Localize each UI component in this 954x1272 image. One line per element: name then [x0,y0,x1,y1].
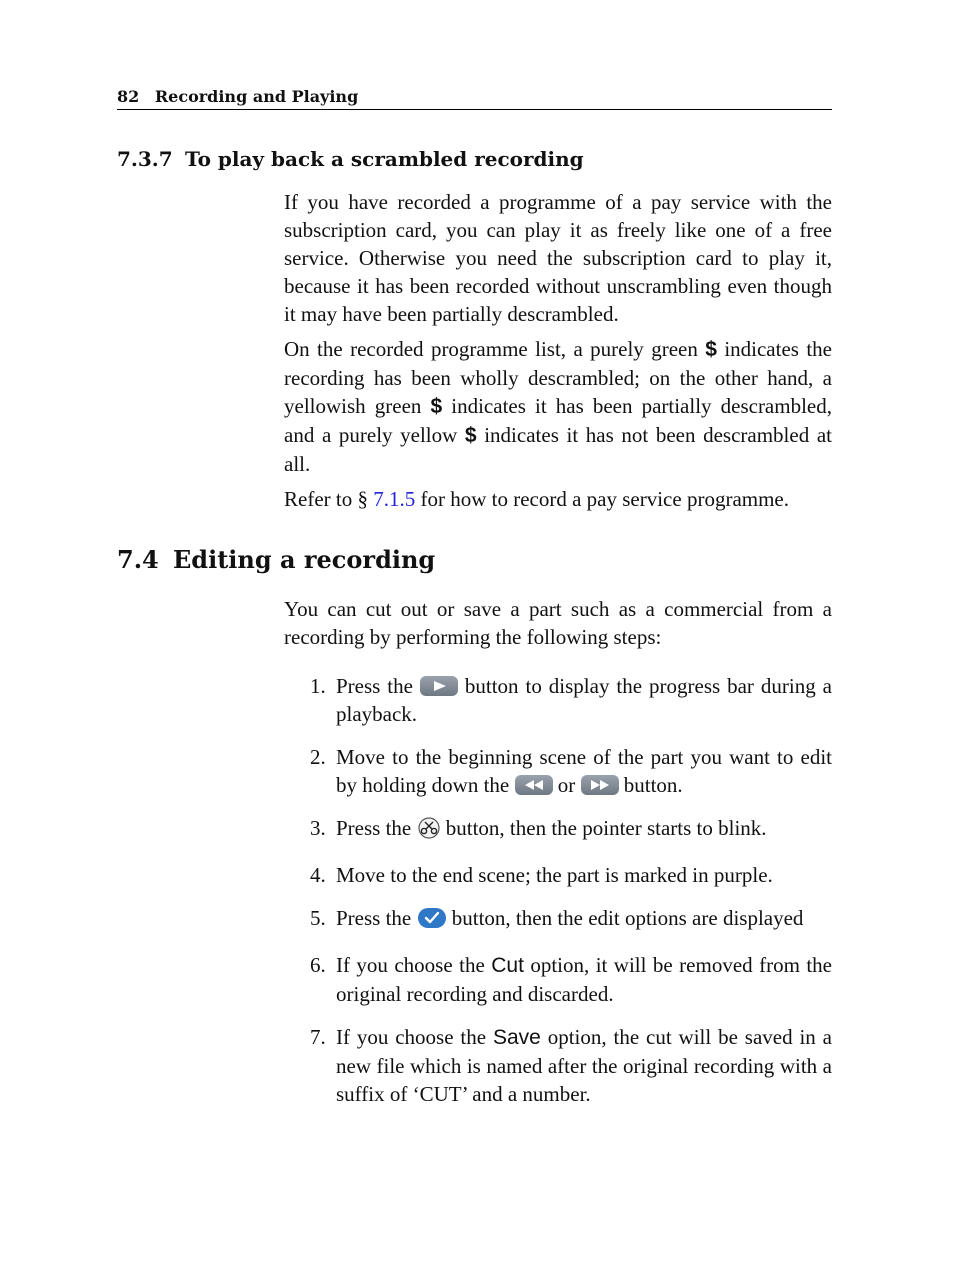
yellowish-green-dollar-symbol: $ [430,395,443,418]
text-run: Press the [336,906,417,930]
step-number: 2. [310,745,326,769]
yellow-dollar-symbol: $ [464,424,477,447]
text-run: for how to record a pay service programme. [415,487,789,511]
section-7-4-body [284,595,832,1123]
chapter-title: Recording and Playing [154,87,359,106]
step-number: 4. [310,863,326,887]
list-item [284,672,832,728]
page-number: 82 [117,87,140,106]
ok-checkmark-icon [417,907,447,936]
step-number: 3. [310,816,326,840]
text-run: Move to the beginning scene of the part you want to edit by holding down the [336,745,832,797]
step-number: 6. [310,953,326,977]
list-item [284,1023,832,1108]
steps-list [284,672,832,1108]
cross-reference-link[interactable]: 7.1.5 [373,487,416,511]
section-number: 7.3.7 [117,147,173,171]
text-run: option, the cut will be saved in a new file which is named after the original recording with a suffix of ‘CUT’ and a number. [336,1025,832,1106]
play-button-icon [420,676,458,696]
list-item [284,861,832,889]
paragraph-1: If you have recorded a programme of a pay service with the subscription card, you can play it as freely like one of a free service. Otherwise you need the subscription card to play it, because it has been recorded without unscrambling even though it may have been partially descrambled. [284,190,832,326]
text-run: indicates the recording has been wholly descrambled; on the other hand, a yellowish green [284,337,832,418]
text-run: Refer to § [284,487,374,511]
text-run: indicates it has not been descrambled at all. [284,423,832,476]
intro-paragraph: You can cut out or save a part such as a commercial from a recording by performing the following steps: [284,597,832,649]
section-7-3-7-body [284,188,832,520]
list-item [284,814,832,846]
text-run: or [552,773,581,797]
text-run: indicates it has been partially descrambled, and a purely yellow [284,394,832,447]
text-run: button to display the progress bar during a playback. [336,674,832,726]
paragraph-2 [284,335,832,478]
list-item [284,743,832,799]
paragraph-3 [284,485,832,513]
text-run: option, it will be removed from the original recording and discarded. [336,953,832,1006]
step-number: 7. [310,1025,326,1049]
section-title: To play back a scrambled recording [185,147,584,171]
section-heading-7-3-7 [117,145,832,173]
step-number: 5. [310,906,326,930]
fast-forward-button-icon [581,775,619,795]
mark-scissors-icon [417,817,441,846]
text-run: Move to the end scene; the part is marked in purple. [336,863,773,887]
text-run: Press the [336,816,417,840]
list-item [284,904,832,936]
text-run: button, then the edit options are displayed [446,906,804,930]
running-header [117,86,832,110]
section-title: Editing a recording [173,545,436,574]
text-run: button. [618,773,683,797]
section-heading-7-4 [117,543,832,577]
text-run: If you choose the [336,1025,493,1049]
text-run: Press the [336,674,420,698]
text-run: On the recorded programme list, a purely green [284,337,706,361]
section-number: 7.4 [117,545,159,574]
green-dollar-symbol: $ [705,338,717,361]
text-run: button, then the pointer starts to blink. [440,816,767,840]
list-item [284,951,832,1008]
step-number: 1. [310,674,326,698]
rewind-button-icon [515,775,553,795]
text-run: If you choose the [336,953,492,977]
option-cut-label: Cut [491,954,524,977]
option-save-label: Save [492,1026,541,1049]
